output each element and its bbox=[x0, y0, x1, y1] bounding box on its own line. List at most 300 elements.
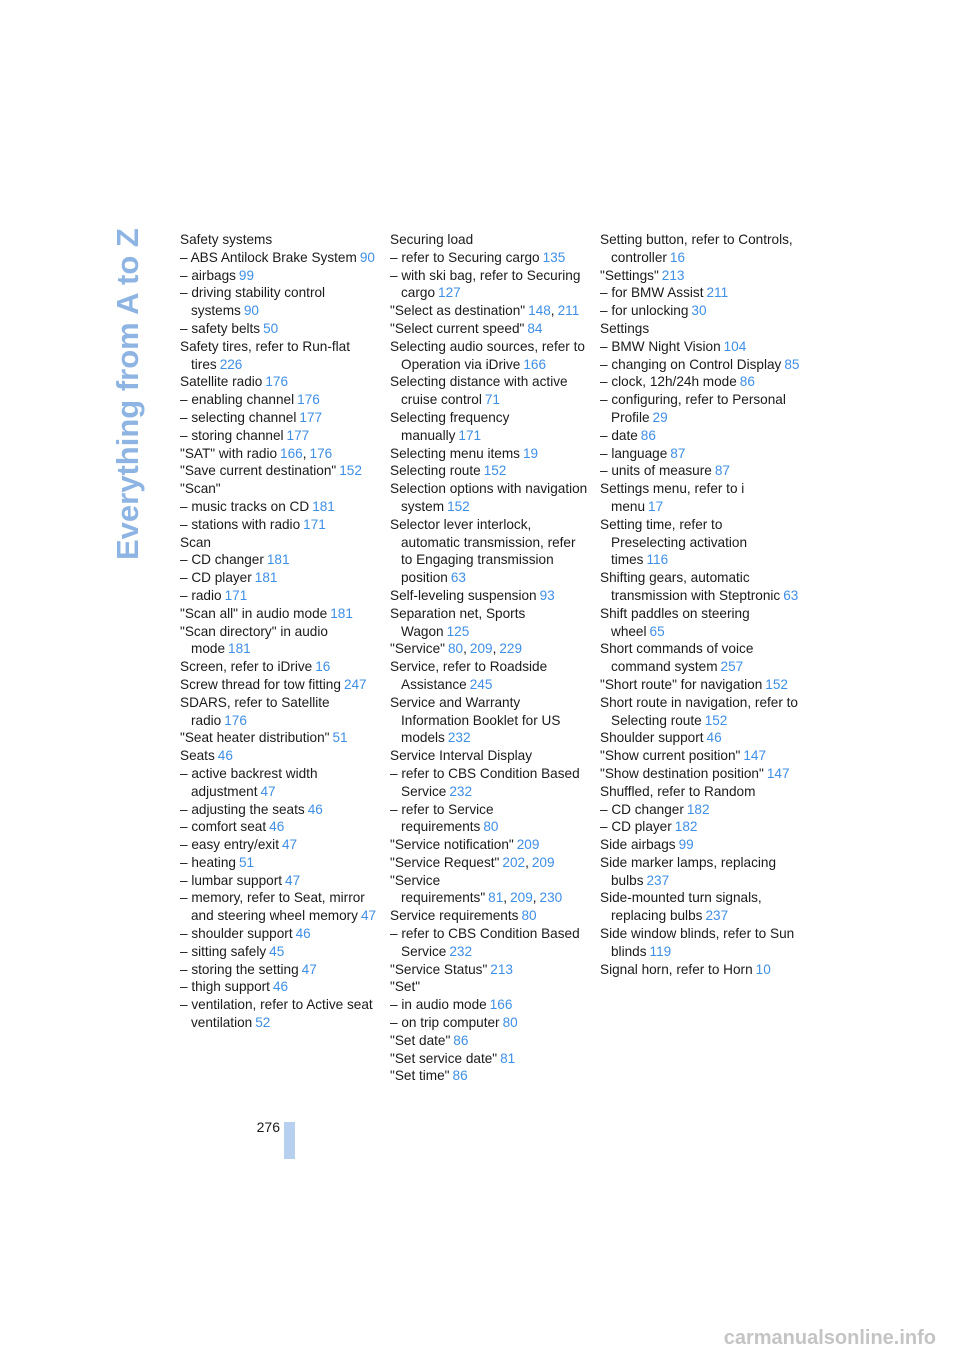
index-entry-text: – clock, 12h/24h mode bbox=[600, 374, 737, 390]
page-reference-link[interactable]: 116 bbox=[646, 552, 669, 568]
index-entry bbox=[180, 676, 380, 694]
index-entry-text: "Service Request" bbox=[390, 854, 500, 870]
index-entry bbox=[600, 480, 800, 516]
page-reference-link[interactable]: 209 bbox=[516, 837, 540, 853]
index-entry-text: – storing channel bbox=[180, 427, 284, 443]
index-entry-text: "Seat heater distribution" bbox=[180, 730, 330, 746]
page-reference-link[interactable]: 104 bbox=[723, 338, 747, 354]
index-entry bbox=[180, 925, 380, 943]
page-reference-link[interactable]: 63 bbox=[450, 570, 466, 586]
page-reference-link[interactable]: 51 bbox=[238, 854, 255, 870]
page-reference-link[interactable]: 211 bbox=[557, 303, 580, 319]
page-reference-link[interactable]: 30 bbox=[691, 303, 707, 319]
index-entry bbox=[180, 551, 380, 569]
page-reference-link[interactable]: 17 bbox=[648, 498, 664, 514]
page-reference-link[interactable]: 86 bbox=[453, 1032, 469, 1048]
page-reference-link[interactable]: 84 bbox=[527, 320, 543, 336]
index-entry-text: Settings bbox=[600, 320, 650, 336]
index-entry bbox=[390, 338, 590, 374]
page-reference-link[interactable]: 10 bbox=[755, 961, 771, 977]
index-entry bbox=[180, 320, 380, 338]
index-entry bbox=[600, 836, 800, 854]
page-reference-link[interactable]: 90 bbox=[243, 303, 259, 319]
index-entry bbox=[390, 1014, 590, 1032]
page-reference-link[interactable]: 232 bbox=[449, 943, 473, 959]
index-entry bbox=[390, 658, 590, 694]
index-entry-text: "SAT" with radio bbox=[180, 445, 278, 461]
index-entry-text: – refer to CBS Condition Based Service bbox=[390, 765, 580, 799]
page-reference-link[interactable]: 232 bbox=[449, 783, 473, 799]
index-entry bbox=[180, 872, 380, 890]
page-reference-link[interactable]: 81 bbox=[488, 890, 504, 906]
page-reference-link[interactable]: 46 bbox=[706, 730, 722, 746]
index-entry-text: "Scan directory" in audio mode bbox=[180, 623, 328, 657]
page-reference-link[interactable]: 232 bbox=[447, 730, 471, 746]
page-reference-link[interactable]: 119 bbox=[649, 943, 672, 959]
page-reference-link[interactable]: 226 bbox=[219, 356, 243, 372]
page-reference-link[interactable]: 245 bbox=[469, 676, 493, 692]
index-entry bbox=[600, 320, 800, 338]
index-entry-text: Selecting frequency manually bbox=[390, 409, 510, 443]
page-reference-link[interactable]: 80 bbox=[521, 908, 537, 924]
index-entry bbox=[180, 498, 380, 516]
page-reference-link[interactable]: 176 bbox=[265, 374, 289, 390]
page-reference-link[interactable]: 16 bbox=[315, 659, 331, 675]
index-entry-text: – date bbox=[600, 427, 638, 443]
index-entry-text: – changing on Control Display bbox=[600, 356, 782, 372]
page-reference-link[interactable]: 19 bbox=[522, 445, 539, 461]
page-reference-link[interactable]: 46 bbox=[272, 979, 289, 995]
index-entry-text: Selecting route bbox=[390, 463, 481, 479]
index-entry-text: "Service Status" bbox=[390, 961, 488, 977]
index-entry-text: "Set service date" bbox=[390, 1050, 498, 1066]
page-reference-link[interactable]: 65 bbox=[649, 623, 665, 639]
index-entry-text: Service and Warranty Information Booklet for US models bbox=[390, 694, 561, 746]
page-reference-link[interactable]: 147 bbox=[743, 748, 767, 764]
index-entry-text: "Settings" bbox=[600, 267, 659, 283]
index-entry-text: Short commands of voice command system bbox=[600, 641, 754, 675]
index-entry-text: Safety systems bbox=[180, 232, 273, 247]
page-reference-link[interactable]: 181 bbox=[330, 605, 353, 621]
index-entry bbox=[390, 1050, 590, 1068]
index-entry-text: – easy entry/exit bbox=[180, 837, 279, 853]
index-entry-text: – music tracks on CD bbox=[180, 498, 310, 514]
index-entry-text: Securing load bbox=[390, 232, 474, 247]
page-reference-link[interactable]: 237 bbox=[646, 872, 670, 888]
page-reference-link[interactable]: 50 bbox=[263, 320, 279, 336]
page-reference-link[interactable]: 80 bbox=[483, 819, 499, 835]
page-reference-link[interactable]: 147 bbox=[766, 765, 790, 781]
index-entry bbox=[600, 284, 800, 302]
index-entry-text: "Select current speed" bbox=[390, 320, 525, 336]
index-entry bbox=[180, 267, 380, 285]
index-entry-text: – refer to CBS Condition Based Service bbox=[390, 926, 580, 959]
index-entry-text: "Scan all" in audio mode bbox=[180, 605, 328, 621]
page-reference-link[interactable]: 181 bbox=[228, 641, 251, 657]
index-entry-text: Settings menu, refer to i menu bbox=[600, 481, 745, 514]
index-entry bbox=[390, 480, 590, 516]
index-entry-text: Shift paddles on steering wheel bbox=[600, 605, 750, 639]
index-entry bbox=[600, 338, 800, 356]
index-entry bbox=[180, 961, 380, 979]
index-entry-text: Seats bbox=[180, 748, 215, 764]
index-entry-text: "Show current position" bbox=[600, 748, 741, 764]
index-entry bbox=[180, 818, 380, 836]
page-reference-link[interactable]: 152 bbox=[765, 676, 788, 692]
index-entry-text: – thigh support bbox=[180, 979, 270, 995]
page-reference-link[interactable]: 182 bbox=[674, 819, 698, 835]
index-entry bbox=[180, 249, 380, 267]
page-reference-link[interactable]: 63 bbox=[783, 587, 799, 603]
page-reference-link[interactable]: 176 bbox=[224, 712, 247, 728]
page-reference-link[interactable]: 46 bbox=[269, 819, 285, 835]
index-entry-text: – heating bbox=[180, 854, 236, 870]
page-reference-link[interactable]: 209 bbox=[531, 854, 555, 870]
index-entry-text: Shifting gears, automatic transmission with Steptronic bbox=[600, 570, 781, 603]
page-reference-link[interactable]: 209 bbox=[510, 890, 533, 906]
index-entry-text: Setting button, refer to Controls, controller bbox=[600, 232, 793, 265]
page-reference-link[interactable]: 16 bbox=[669, 249, 686, 265]
page-reference-link[interactable]: 99 bbox=[678, 837, 694, 853]
index-entry bbox=[390, 231, 590, 249]
page-reference-link[interactable]: 52 bbox=[255, 1015, 271, 1031]
page-reference-link[interactable]: 86 bbox=[739, 374, 755, 390]
page-reference-link[interactable]: 177 bbox=[286, 427, 310, 443]
index-entry-text: – units of measure bbox=[600, 463, 712, 479]
page-reference-link[interactable]: 90 bbox=[359, 249, 375, 265]
index-entry bbox=[180, 462, 380, 480]
index-entry-text: – lumbar support bbox=[180, 872, 283, 888]
index-entry bbox=[600, 302, 800, 320]
page-reference-link[interactable]: 176 bbox=[309, 445, 333, 461]
index-entry bbox=[390, 765, 590, 801]
index-entry bbox=[390, 925, 590, 961]
index-entry-text: Signal horn, refer to Horn bbox=[600, 961, 753, 977]
page-reference-link[interactable]: 47 bbox=[360, 908, 377, 924]
index-entry-text: "Service notification" bbox=[390, 837, 514, 853]
index-entry-text: – comfort seat bbox=[180, 819, 267, 835]
index-entry bbox=[390, 640, 590, 658]
index-entry-text: – configuring, refer to Personal Profile bbox=[600, 392, 786, 425]
page-reference-link[interactable]: 45 bbox=[269, 943, 285, 959]
index-entry-text: "Show destination position" bbox=[600, 765, 764, 781]
index-entry bbox=[180, 338, 380, 374]
index-entry bbox=[390, 996, 590, 1014]
index-entry-text: – safety belts bbox=[180, 320, 261, 336]
index-entry-text: "Set time" bbox=[390, 1068, 450, 1084]
index-entry bbox=[600, 640, 800, 676]
page-reference-link[interactable]: 181 bbox=[266, 552, 290, 568]
index-entry bbox=[180, 801, 380, 819]
index-entry-text: Side-mounted turn signals, replacing bulbs bbox=[600, 890, 762, 924]
page-reference-link[interactable]: 229 bbox=[499, 641, 523, 657]
index-entry bbox=[600, 801, 800, 819]
page-reference-link[interactable]: 47 bbox=[285, 872, 301, 888]
index-entry bbox=[600, 391, 800, 427]
index-entry-text: – CD changer bbox=[180, 552, 264, 568]
index-entry-text: – for unlocking bbox=[600, 303, 689, 319]
page-reference-link[interactable]: 46 bbox=[295, 926, 311, 942]
index-entry-text: Short route in navigation, refer to Selecting route bbox=[600, 694, 798, 728]
page-reference-link[interactable]: 237 bbox=[705, 908, 729, 924]
page-reference-link[interactable]: 171 bbox=[224, 587, 248, 603]
index-entry bbox=[180, 996, 380, 1032]
index-entry-text: – airbags bbox=[180, 267, 236, 283]
page-reference-link[interactable]: 47 bbox=[260, 783, 276, 799]
index-entry bbox=[390, 801, 590, 837]
index-entry bbox=[180, 729, 380, 747]
page-reference-link[interactable]: 86 bbox=[452, 1068, 468, 1084]
index-entry-text: – language bbox=[600, 445, 668, 461]
page-reference-link[interactable]: 80 bbox=[447, 641, 464, 657]
index-entry-text: "Scan" bbox=[180, 481, 221, 497]
page-reference-link[interactable]: 86 bbox=[640, 427, 656, 443]
index-entry bbox=[600, 605, 800, 641]
index-entry bbox=[180, 765, 380, 801]
page-reference-link[interactable]: 209 bbox=[469, 641, 493, 657]
index-entry bbox=[390, 445, 590, 463]
page-reference-link[interactable]: 213 bbox=[490, 961, 513, 977]
index-entry bbox=[600, 694, 800, 730]
index-entry bbox=[600, 729, 800, 747]
page-reference-link[interactable]: 46 bbox=[307, 801, 323, 817]
index-entry bbox=[390, 1032, 590, 1050]
index-entry-text: Service requirements bbox=[390, 908, 519, 924]
index-entry-text: – stations with radio bbox=[180, 516, 301, 532]
page-reference-link[interactable]: 257 bbox=[720, 659, 744, 675]
index-entry-text: Side airbags bbox=[600, 837, 676, 853]
page-reference-link[interactable]: 93 bbox=[539, 587, 555, 603]
index-entry-text: Selection options with navigation system bbox=[390, 481, 588, 514]
page-reference-link[interactable]: 202 bbox=[502, 854, 526, 870]
page-reference-link[interactable]: 46 bbox=[217, 748, 233, 764]
index-entry-text: "Save current destination" bbox=[180, 463, 337, 479]
index-entry-text: Selecting distance with active cruise control bbox=[390, 374, 568, 408]
index-entry bbox=[180, 569, 380, 587]
index-entry bbox=[180, 427, 380, 445]
index-entry bbox=[600, 267, 800, 285]
index-entry-text: – ABS Antilock Brake System bbox=[180, 249, 357, 265]
index-entry bbox=[600, 889, 800, 925]
index-entry bbox=[600, 445, 800, 463]
side-title: Everything from A to Z bbox=[110, 228, 145, 560]
index-entry bbox=[180, 409, 380, 427]
page-reference-link[interactable]: 171 bbox=[303, 516, 326, 532]
index-entry-text: Side marker lamps, replacing bulbs bbox=[600, 854, 777, 888]
page-reference-link[interactable]: 181 bbox=[312, 498, 335, 514]
index-entry bbox=[600, 818, 800, 836]
ref-separator: , bbox=[532, 890, 537, 906]
index-entry-text: – memory, refer to Seat, mirror and steering wheel memory bbox=[180, 890, 365, 924]
index-entry bbox=[600, 356, 800, 374]
index-entry-text: Shuffled, refer to Random bbox=[600, 783, 756, 799]
index-entry-text: Service, refer to Roadside Assistance bbox=[390, 659, 548, 692]
index-entry bbox=[180, 284, 380, 320]
page-reference-link[interactable]: 81 bbox=[500, 1050, 516, 1066]
page-number: 276 bbox=[256, 1119, 280, 1135]
index-entry-text: – BMW Night Vision bbox=[600, 338, 721, 354]
index-entry-text: – for BMW Assist bbox=[600, 285, 704, 301]
index-entry bbox=[390, 836, 590, 854]
page-reference-link[interactable]: 166 bbox=[489, 997, 513, 1013]
index-entry bbox=[390, 249, 590, 267]
index-entry-text: Self-leveling suspension bbox=[390, 587, 537, 603]
index-entry bbox=[180, 391, 380, 409]
page-reference-link[interactable]: 71 bbox=[484, 392, 500, 408]
index-entry-text: – in audio mode bbox=[390, 997, 487, 1013]
index-entry-text: Side window blinds, refer to Sun blinds bbox=[600, 926, 795, 959]
index-entry-text: – CD player bbox=[600, 819, 672, 835]
index-entry bbox=[180, 658, 380, 676]
page-reference-link[interactable]: 152 bbox=[339, 463, 362, 479]
ref-separator: , bbox=[492, 641, 497, 657]
index-entry-text: – CD player bbox=[180, 570, 252, 586]
page-reference-link[interactable]: 87 bbox=[670, 445, 686, 461]
index-entry-text: Safety tires, refer to Run-flat tires bbox=[180, 338, 350, 372]
index-entry bbox=[390, 302, 590, 320]
page-reference-link[interactable]: 51 bbox=[332, 730, 348, 746]
index-entry bbox=[600, 925, 800, 961]
index-entry-text: – with ski bag, refer to Securing cargo bbox=[390, 267, 581, 301]
index-entry bbox=[600, 231, 800, 267]
page-reference-link[interactable]: 152 bbox=[447, 498, 470, 514]
index-entry bbox=[390, 961, 590, 979]
page-reference-link[interactable]: 80 bbox=[502, 1015, 518, 1031]
index-entry-text: "Set" bbox=[390, 979, 421, 995]
index-entry-text: "Set date" bbox=[390, 1032, 451, 1048]
index-entry-text: Selector lever interlock, automatic transmission, refer to Engaging transmission position bbox=[390, 516, 576, 586]
index-entry bbox=[180, 534, 380, 552]
index-entry-text: – storing the setting bbox=[180, 961, 299, 977]
index-entry bbox=[390, 1067, 590, 1085]
index-entry bbox=[390, 462, 590, 480]
index-entry bbox=[600, 961, 800, 979]
index-entry-text: Separation net, Sports Wagon bbox=[390, 605, 526, 639]
page-reference-link[interactable]: 47 bbox=[301, 961, 317, 977]
index-entry-text: – ventilation, refer to Active seat ventilation bbox=[180, 997, 373, 1031]
index-entry bbox=[390, 267, 590, 303]
index-entry bbox=[390, 907, 590, 925]
index-entry-text: "Select as destination" bbox=[390, 303, 526, 319]
page-reference-link[interactable]: 247 bbox=[343, 676, 367, 692]
index-entry bbox=[180, 445, 380, 463]
index-entry bbox=[600, 854, 800, 890]
index-entry-text: SDARS, refer to Satellite radio bbox=[180, 694, 330, 728]
index-entry bbox=[600, 516, 800, 569]
index-entry bbox=[600, 373, 800, 391]
index-column-3 bbox=[600, 231, 800, 978]
index-entry-text: – active backrest width adjustment bbox=[180, 765, 318, 799]
page-reference-link[interactable]: 230 bbox=[539, 890, 563, 906]
index-entry bbox=[180, 747, 380, 765]
index-entry-text: – sitting safely bbox=[180, 943, 267, 959]
page-reference-link[interactable]: 125 bbox=[446, 623, 470, 639]
index-entry bbox=[180, 587, 380, 605]
page-reference-link[interactable]: 127 bbox=[438, 285, 461, 301]
index-entry-text: "Service" bbox=[390, 641, 445, 657]
index-entry bbox=[600, 747, 800, 765]
index-entry-text: – refer to Service requirements bbox=[390, 801, 494, 835]
page-reference-link[interactable]: 213 bbox=[661, 267, 685, 283]
index-entry-text: "Short route" for navigation bbox=[600, 676, 763, 692]
page-reference-link[interactable]: 85 bbox=[784, 356, 800, 372]
page-reference-link[interactable]: 152 bbox=[704, 712, 728, 728]
index-entry bbox=[180, 480, 380, 498]
index-column-2 bbox=[390, 231, 590, 1085]
index-entry-text: – CD changer bbox=[600, 801, 684, 817]
index-entry bbox=[180, 623, 380, 659]
page-reference-link[interactable]: 148 bbox=[528, 303, 551, 319]
index-entry bbox=[390, 516, 590, 587]
page-reference-link[interactable]: 177 bbox=[299, 409, 323, 425]
index-entry-text: Scan bbox=[180, 534, 211, 550]
index-entry bbox=[390, 747, 590, 765]
page-reference-link[interactable]: 99 bbox=[238, 267, 255, 283]
index-entry bbox=[180, 943, 380, 961]
index-entry bbox=[180, 889, 380, 925]
page-reference-link[interactable]: 166 bbox=[523, 356, 547, 372]
index-entry bbox=[390, 694, 590, 747]
index-entry bbox=[180, 373, 380, 391]
index-entry bbox=[180, 836, 380, 854]
index-entry-text: – enabling channel bbox=[180, 392, 295, 408]
page-reference-link[interactable]: 47 bbox=[281, 837, 298, 853]
index-entry bbox=[600, 427, 800, 445]
page-reference-link[interactable]: 171 bbox=[458, 427, 482, 443]
index-entry bbox=[390, 978, 590, 996]
index-entry-text: – selecting channel bbox=[180, 409, 297, 425]
index-entry-text: "Service requirements" bbox=[390, 872, 486, 906]
index-column-1 bbox=[180, 231, 380, 1032]
index-entry bbox=[600, 676, 800, 694]
index-entry bbox=[600, 765, 800, 783]
index-entry-text: – driving stability control systems bbox=[180, 285, 326, 319]
ref-separator: , bbox=[302, 445, 307, 461]
index-entry-text: Service Interval Display bbox=[390, 748, 533, 764]
index-entry-text: Screen, refer to iDrive bbox=[180, 659, 313, 675]
index-entry-text: Setting time, refer to Preselecting activation times bbox=[600, 516, 748, 568]
page-reference-link[interactable]: 181 bbox=[254, 570, 278, 586]
page-reference-link[interactable]: 135 bbox=[542, 249, 566, 265]
index-entry bbox=[600, 783, 800, 801]
page-reference-link[interactable]: 87 bbox=[714, 463, 730, 479]
index-entry bbox=[390, 605, 590, 641]
index-entry-text: – shoulder support bbox=[180, 926, 293, 942]
page-reference-link[interactable]: 176 bbox=[297, 392, 320, 408]
index-entry bbox=[180, 516, 380, 534]
index-entry-text: – adjusting the seats bbox=[180, 801, 305, 817]
index-entry bbox=[180, 231, 380, 249]
page-reference-link[interactable]: 182 bbox=[686, 801, 710, 817]
page-reference-link[interactable]: 152 bbox=[483, 463, 507, 479]
index-entry-text: Satellite radio bbox=[180, 374, 263, 390]
ref-separator: , bbox=[463, 641, 467, 657]
index-entry bbox=[390, 854, 590, 872]
index-entry bbox=[600, 462, 800, 480]
ref-separator: , bbox=[525, 854, 529, 870]
page-reference-link[interactable]: 29 bbox=[652, 409, 668, 425]
index-entry-text: – radio bbox=[180, 587, 222, 603]
ref-separator: , bbox=[550, 303, 555, 319]
page-reference-link[interactable]: 211 bbox=[706, 285, 729, 301]
index-entry bbox=[390, 409, 590, 445]
page-reference-link[interactable]: 166 bbox=[280, 445, 303, 461]
ref-separator: , bbox=[503, 890, 508, 906]
page-marker-bar bbox=[284, 1122, 295, 1159]
index-entry-text: Shoulder support bbox=[600, 730, 704, 746]
index-entry-text: Screw thread for tow fitting bbox=[180, 676, 341, 692]
index-entry-text: – on trip computer bbox=[390, 1015, 500, 1031]
